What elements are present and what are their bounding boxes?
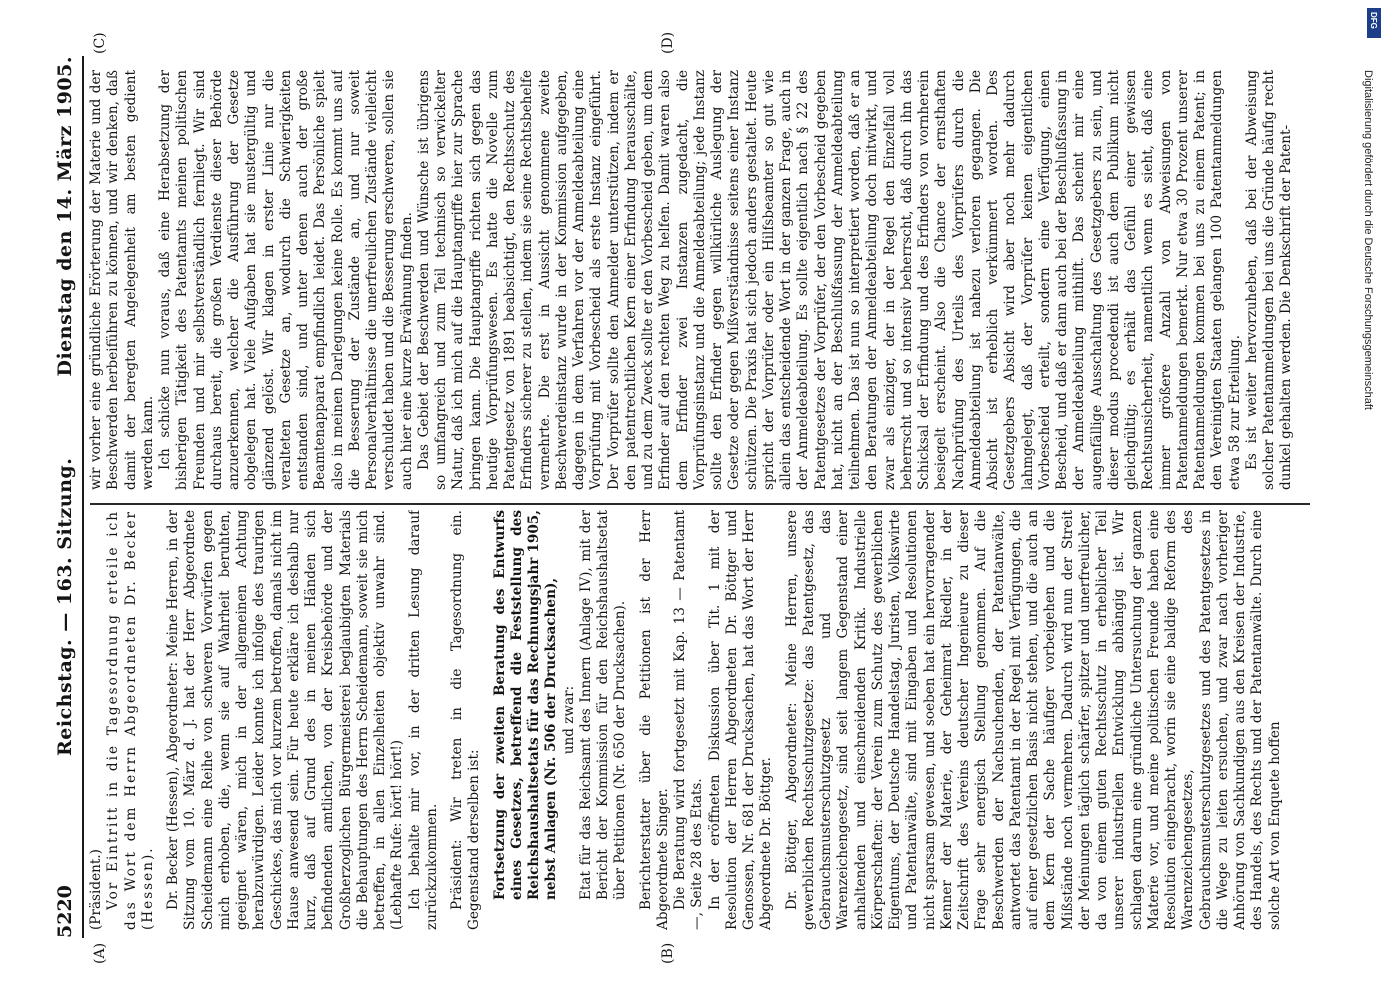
dfg-logo: DFG (1367, 8, 1381, 38)
paragraph: Ich schicke nun voraus, daß eine Herabsetzung der bisherigen Tätigkeit des Patentamts meinen politischen Freunden und mir selbstverständlich fernliegt. Wir sind durchaus bereit, die großen Verdienste dieser Behörde anzuerkennen, welcher die Ausführung der Gesetze obgelegen hat. Viele Aufgaben hat sie mustergültig und glänzend gelöst. Wir klagen in erster Linie nur die veralteten Gesetze an, wodurch die Schwierigkeiten entstanden sind, und unter denen auch der große Beamtenapparat empfindlich leidet. Das Persönliche spielt also in meinen Darlegungen keine Rolle. Es kommt uns auf die Besserung der Zustände an, und nur soweit Personalverhältnisse die unerfreulichen Zustände vielleicht verschuldet haben und die Besserung erschweren, sollen sie auch hier eine kurze Erwähnung finden. (157, 70, 415, 490)
left-running-title: Reichstag. — 163. Sitzung. (54, 457, 76, 756)
page-number: 5220 (54, 885, 76, 938)
right-column (88, 70, 1313, 490)
speaker-note: (Präsident.) (88, 849, 104, 930)
paragraph: Es ist weiter hervorzuheben, daß bei der Abweisung solcher Patentanmeldungen bei uns die Gründe häufig recht dunkel gehalten werden. Die Denkschrift der Patent- (1243, 70, 1295, 490)
digitization-note-text: Digitalisierung gefördert durch die Deutsche Forschungsgemeinschaft (1362, 70, 1374, 410)
digitization-note (1356, 0, 1378, 1000)
paragraph: Dr. Becker (Hessen), Abgeordneter: Meine Herren, in der Sitzung vom 10. März d. J. hat der Herr Abgeordnete Scheidemann eine Reihe von schweren Vorwürfen gegen mich erhoben, die, wenn sie auf Wahrheit beruhten, geeignet wären, mich in der allgemeinen Achtung herabzuwürdigen. Leider konnte ich infolge des traurigen Geschickes, das mich vor kurzem betroffen, damals nicht im Hause anwesend sein. Für heute erkläre ich deshalb nur kurz, daß auf Grund des in meinen Händen sich befindenden amtlichen, von der Kreisbehörde und der Großherzoglichen Bürgermeisterei beglaubigten Materials die Behauptungen des Herrn Scheidemann, soweit sie mich betreffen, in allen Einzelheiten objektiv unwahr sind. (Lebhafte Rufe: hört! hört!) (165, 510, 406, 930)
agenda-item: Fortsetzung der zweiten Beratung des Entwurfs eines Gesetzes, betreffend die Feststellung des Reichshaushaltsetats für das Rechnungsjahr 1905, nebst Anlagen (Nr. 506 der Drucksachen), (491, 510, 560, 900)
paragraph: Ich behalte mir vor, in der dritten Lesung darauf zurückzukommen. (406, 510, 440, 930)
margin-marker-d: (D) (660, 31, 676, 54)
margin-marker-a: (A) (92, 942, 108, 964)
paragraph: Berichterstatter über die Petitionen ist der Herr Abgeordnete Singer. (637, 510, 671, 930)
paragraph: Das Gebiet der Beschwerden und Wünsche ist übrigens so umfangreich und zum Teil technisch so verwickelter Natur, daß ich mich auf die Hauptangriffe hier zur Sprache bringen kann. Die Hauptangriffe richten sich gegen das heutige Vorprüfungswesen. Es hatte die Novelle zum Patentgesetz von 1891 beabsichtigt, den Rechtsschutz des Erfinders sicherer zu stellen, indem sie seine Rechtsbehelfe vermehrte. Die erst in Aussicht genommene zweite Beschwerdeinstanz wurde in der Kommission aufgegeben, dagegen in dem Verfahren vor der Anmeldeabteilung eine Vorprüfung mit Vorbescheid als erste Instanz eingeführt. Der Vorprüfer sollte den Anmelder unterstützen, indem er den patentrechtlichen Kern einer Erfindung herausschälte, und zu dem Zweck sollte er den Vorbescheid geben, um dem Erfinder auf den rechten Weg zu helfen. Damit waren also dem Erfinder zwei Instanzen zugedacht, die Vorprüfungsinstanz und die Anmeldeabteilung; jede Instanz sollte den Erfinder gegen willkürliche Auslegung der Gesetze oder gegen Mißverständnisse seitens einer Instanz schützen. Die Praxis hat sich jedoch anders gestaltet. Heute spricht der Vorprüfer oder ein Hilfsbeamter so gut wie allein das entscheidende Wort in der ganzen Frage, auch in der Anmeldeabteilung. Es sollte eigentlich nach § 22 des Patentgesetzes der Vorprüfer, der den Vorbescheid gegeben hat, nicht an der Beschlußfassung der Anmeldeabteilung teilnehmen. Das ist nun so interpretiert worden, daß er an den Beratungen der Anmeldeabteilung doch mitwirkt, und zwar als einziger, der in der Regel den Einzelfall voll beherrscht und so intensiv beherrscht, daß durch ihn das Schicksal der Erfindung und des Erfinders von vornherein besiegelt erscheint. Also die Chance der ernsthaften Nachprüfung des Urteils des Vorprüfers durch die Anmeldeabteilung ist nahezu verloren gegangen. Die Absicht ist erheblich verkümmert worden. Des Gesetzgebers Absicht wird aber noch mehr dadurch lahmgelegt, daß der Vorprüfer keinen eigentlichen Vorbescheid erteilt, sondern eine Verfügung, einen Bescheid, und daß er dann auch bei der Beschlußfassung in der Anmeldeabteilung mithilft. Das scheint mir eine augenfällige Ausschaltung des Gesetzgebers zu sein, und dieser modus procedendi ist auch dem Publikum nicht gleichgültig; es erhält das Gefühl einer gewissen Rechtsunsicherheit, namentlich wenn es sieht, daß eine immer größere Anzahl von Abweisungen von Patentanmeldungen bemerkt. Nur etwa 30 Prozent unserer Patentanmeldungen kommen bei uns zu einem Patent; in den Vereinigten Staaten gelangen 100 Patentanmeldungen etwa 58 zur Erteilung. (415, 70, 1243, 490)
right-running-title: Dienstag den 14. März 1905. (54, 56, 76, 377)
paragraph: und zwar: (560, 685, 577, 755)
left-column (88, 510, 1313, 930)
margin-marker-b: (B) (660, 942, 676, 964)
page-header (50, 56, 84, 938)
paragraph: Dr. Böttger, Abgeordneter: Meine Herren, unsere gewerblichen Rechtsschutzgesetze: das Patentgesetz, das Gebrauchsmusterschutzgesetz und das Warenzeichengesetz, sind seit langem Gegenstand einer anhaltenden und einschneidenden Kritik. Industrielle Körperschaften: der Verein zum Schutz des gewerblichen Eigentums, der Deutsche Handelstag, Juristen, Volkswirte und Patentanwälte, sind mit Eingaben und Resolutionen nicht sparsam gewesen, und soeben hat ein hervorragender Kenner der Materie, der Geheimrat Riedler, in der Zeitschrift des Vereins deutscher Ingenieure zu dieser Frage sehr energisch Stellung genommen. Auf die Beschwerden der Nachsuchenden, der Patentanwälte, antwortet das Patentamt in der Regel mit Verfügungen, die auf einer gesetzlichen Basis nicht stehen, und die auch an dem Kern der Sache häufiger vorbeigehen und die Mißstände noch vermehren. Dadurch wird nun der Streit der Meinungen täglich schärfer, spitzer und unerfreulicher, da von einem guten Rechtsschutz in erheblicher Teil unserer industriellen Entwicklung abhängig ist. Wir schlagen darum eine gründliche Untersuchung der ganzen Materie vor, und meine politischen Freunde haben eine Resolution eingebracht, worin sie eine baldige Reform des Warenzeichengesetzes, des Gebrauchsmusterschutzgesetzes und des Patentgesetzes in die Wege zu leiten ersuchen, und zwar nach vorheriger Anhörung von Sachkundigen aus den Kreisen der Industrie, des Handels, des Rechts und der Patentanwälte. Durch eine solche Art von Enquete hoffen (783, 510, 1283, 930)
margin-marker-c: (C) (92, 32, 108, 54)
paragraph: In der eröffneten Diskussion über Tit. 1 mit der Resolution der Herren Abgeordneten Dr. Böttger und Genossen, Nr. 681 der Drucksachen, hat das Wort der Herr Abgeordnete Dr. Böttger. (706, 510, 775, 930)
agenda-item: Etat für das Reichsamt des Innern (Anlage IV), mit der Bericht der Kommission für den Reichshaushaltsetat über Petitionen (Nr. 650 der Drucksachen). (577, 510, 629, 900)
column-divider (90, 503, 1310, 505)
paragraph: Präsident: Wir treten in die Tagesordnung ein. Gegenstand derselben ist: (449, 510, 483, 930)
paragraph: wir vorher eine gründliche Erörterung der Materie und der Beschwerden herbeiführen zu können, und wir denken, daß damit der beregten Angelegenheit am besten gedient werden kann. (88, 70, 156, 490)
paragraph: Vor Eintritt in die Tagesordnung erteile ich das Wort dem Herrn Abgeordneten Dr. Becker (Hessen). (105, 510, 156, 930)
paragraph: Die Beratung wird fortgesetzt mit Kap. 13 — Patentamt —, Seite 28 des Etats. (672, 510, 706, 930)
